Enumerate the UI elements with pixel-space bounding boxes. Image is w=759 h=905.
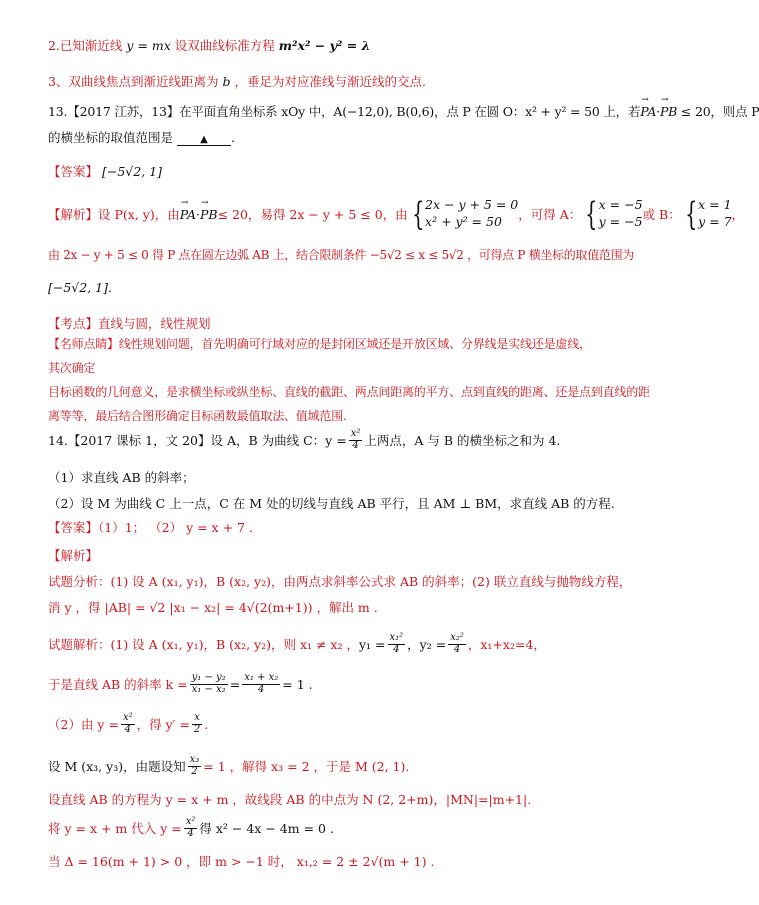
- numerator: x₃: [189, 754, 200, 765]
- point-m-text: 设 M (x₃, y₃)，由题设知: [48, 759, 186, 774]
- vector-pb: → PB: [660, 104, 677, 119]
- slope-text: 于是直线 AB 的斜率 k =: [48, 677, 188, 692]
- numerator: x²: [350, 428, 361, 439]
- key-point-tag: 【考点】: [48, 316, 99, 331]
- q13-text-c: 的横坐标的取值范围是: [48, 130, 174, 145]
- q14-answer: [48, 518, 600, 536]
- quadratic-equation: 得 x² − 4x − 4m = 0 .: [199, 821, 334, 836]
- denominator: 4: [258, 683, 265, 695]
- q13-text: 13.【2017 江苏，13】在平面直角坐标系 xOy 中，A(−12,0), B(0,6)，点 P 在圆 O：x² + y² = 50 上，若: [48, 104, 641, 119]
- hint-line-2: [48, 36, 600, 54]
- step-solution-5: 设直线 AB 的方程为 y = x + m ，故线段 AB 的中点为 N (2, 2+m)，|MN|=|m+1|.: [48, 792, 532, 807]
- system-2: [599, 197, 643, 231]
- derivative-text-b: ，得 y′ =: [136, 717, 190, 732]
- numerator: x₂²: [450, 632, 464, 643]
- key-point-text: 直线与圆，线性规划: [98, 316, 211, 331]
- q14-part-1: （1）求直线 AB 的斜率；: [48, 470, 195, 485]
- fraction-x2-over-4: [349, 429, 363, 451]
- step-solution-6: [48, 808, 600, 848]
- teacher-tip: [48, 332, 650, 428]
- question-13-stem: [48, 102, 759, 120]
- fraction-x3-over-2: [188, 755, 202, 777]
- numerator: x²: [185, 816, 196, 827]
- q14-part-2: （2）设 M 为曲线 C 上一点，C 在 M 处的切线与直线 AB 平行，且 AM ⊥ BM，求直线 AB 的方程.: [48, 496, 615, 511]
- denominator: 4: [187, 827, 194, 839]
- system-3-eq-b: y = 7: [698, 214, 732, 229]
- slope-result: = 1 .: [282, 676, 313, 692]
- numerator: x: [192, 713, 202, 725]
- step-solution-3: [48, 704, 600, 744]
- denominator: x₁ − x₂: [191, 683, 226, 695]
- solution-text: 试题解析：(1) 设 A (x₁, y₁)，B (x₂, y₂)，则 x₁ ≠ x₂ ，: [48, 637, 359, 652]
- analysis-range: [−5√2, 1].: [48, 280, 112, 295]
- left-brace: {: [684, 195, 698, 233]
- system-1-eq-a: 2x − y + 5 = 0: [425, 197, 519, 213]
- dot-operator: ·: [656, 104, 660, 119]
- analysis-tag: 【解析】: [48, 548, 99, 563]
- period: .: [204, 716, 209, 732]
- numerator: y₁ − y₂: [191, 672, 226, 683]
- numerator: x₁²: [389, 632, 404, 643]
- answer-blank: ▲: [177, 134, 231, 146]
- numerator: x₁ + x₂: [244, 672, 279, 683]
- hint-3-variable: b: [222, 74, 231, 89]
- fraction-x-over-2: [192, 713, 202, 735]
- y2-label: ，y₂ =: [407, 637, 447, 652]
- q14-text-b: 上两点，A 与 B 的横坐标之和为 4.: [364, 433, 561, 448]
- system-3-eq-a: x = 1: [698, 197, 732, 213]
- hint-2-hyperbola-equation: m²x² − y² = λ: [278, 38, 371, 53]
- q13-analysis: [48, 192, 745, 236]
- teacher-tip-text-2: 目标函数的几何意义，是求横坐标或纵坐标、直线的截距、两点间距离的平方、点到直线的距离、还是点到直线的距: [48, 385, 650, 399]
- point-m-result: = 1 ，解得 x₃ = 2 ，于是 M (2, 1).: [203, 759, 410, 774]
- denominator: 4: [352, 439, 359, 451]
- analysis-text-e: 由 2x − y + 5 ≤ 0 得 P 点在圆左边弧 AB 上，结合限制条件 −5√2 ≤ x ≤ 5√2 ，可得点 P 横坐标的取值范围为: [48, 248, 635, 262]
- y1-label: y₁ =: [358, 636, 386, 652]
- step-solution-4: [48, 746, 600, 786]
- q13-answer: [48, 162, 600, 180]
- substitute-text: 将 y = x + m 代入 y =: [48, 821, 182, 836]
- hint-2-asymptote-equation: y = mx: [126, 38, 171, 53]
- denominator: 2: [193, 723, 201, 735]
- system-1-eq-b: x² + y² = 50: [425, 214, 502, 229]
- answer-tag: 【答案】: [48, 164, 99, 179]
- numerator: x²: [122, 712, 133, 723]
- analysis-text-c: ，可得 A：: [518, 207, 582, 222]
- answer-value: （1）1； （2） y = x + 7 .: [98, 520, 253, 535]
- question-13-stem-2: [48, 128, 600, 146]
- teacher-tip-tag: 【名师点睛】: [48, 337, 119, 351]
- fraction-x2-over-4-b: [121, 713, 135, 735]
- system-1: [425, 197, 518, 231]
- equals-sign: =: [229, 676, 241, 692]
- q13-analysis-3: [48, 280, 600, 295]
- analysis-tag: 【解析】: [48, 207, 99, 222]
- hint-3-text: 3、双曲线焦点到渐近线距离为: [48, 74, 219, 89]
- answer-value: [−5√2, 1]: [102, 164, 162, 179]
- comma: ，: [731, 207, 745, 222]
- teacher-tip-text-1: 线性规划问题，首先明确可行域对应的是封闭区域还是开放区域、分界线是实线还是虚线，其次确定: [48, 337, 591, 375]
- analysis-text: 设 P(x, y)，由: [98, 207, 180, 222]
- q13-analysis-2: [48, 246, 635, 263]
- hint-3-text-b: ，垂足为对应准线与渐近线的交点.: [234, 74, 426, 89]
- denominator: 4: [453, 643, 461, 655]
- q14-text: 14.【2017 课标 1，文 20】设 A，B 为曲线 C：y =: [48, 433, 347, 448]
- q13-text-b: ≤ 20，则点 P: [677, 104, 759, 119]
- fraction-x2-over-4-c: [184, 817, 198, 839]
- system-2-eq-a: x = −5: [598, 197, 643, 213]
- denominator: 4: [393, 643, 400, 655]
- system-3: [698, 197, 731, 231]
- step-solution-1: [48, 624, 600, 664]
- left-brace: {: [411, 195, 424, 233]
- derivative-text: （2）由 y =: [48, 717, 119, 732]
- left-brace: {: [585, 195, 598, 233]
- teacher-tip-line-1: [48, 332, 598, 380]
- dot-operator-2: ·: [196, 206, 200, 222]
- denominator: 4: [124, 723, 131, 735]
- teacher-tip-text-3: 离等等，最后结合图形确定目标函数最值取法、值域范围.: [48, 409, 347, 423]
- step-solution-7: [48, 852, 600, 870]
- discriminant-text: 当 Δ = 16(m + 1) > 0 ，即 m > −1 时， x₁,₂ = 2 ± 2√(m + 1) .: [48, 854, 435, 869]
- system-2-eq-b: y = −5: [598, 214, 643, 229]
- question-14-stem: [48, 420, 600, 460]
- hint-line-3: [48, 72, 600, 90]
- vector-pa: → PA: [640, 104, 656, 119]
- step-solution-2: [48, 664, 600, 704]
- fraction-slope-1: [190, 673, 228, 695]
- step-analysis-2: 消 y ，得 |AB| = √2 |x₁ − x₂| = 4√(2(m+1)) ，解出 m .: [48, 600, 378, 615]
- analysis-text-d: 或 B：: [642, 207, 681, 222]
- denominator: 2: [191, 765, 198, 777]
- vector-pa-2: → PA: [180, 207, 196, 222]
- fraction-slope-2: [242, 673, 280, 695]
- analysis-text-b: ≤ 20，易得 2x − y + 5 ≤ 0，由: [217, 207, 408, 222]
- hint-2-text: 2.已知渐近线: [48, 38, 123, 53]
- step-analysis-1: 试题分析：(1) 设 A (x₁, y₁)，B (x₂, y₂)，由两点求斜率公式求 AB 的斜率；(2) 联立直线与抛物线方程，: [48, 574, 632, 589]
- fraction-x2sq-over-4: [448, 633, 466, 655]
- fraction-x1sq-over-4: [388, 633, 406, 655]
- vector-pb-2: → PB: [200, 207, 218, 222]
- hint-2-text-b: 设双曲线标准方程: [174, 38, 275, 53]
- period: .: [231, 130, 235, 145]
- answer-tag: 【答案】: [48, 520, 99, 535]
- q13-key-point: [48, 314, 600, 332]
- solution-text-b: ，x₁+x₂=4，: [467, 637, 546, 652]
